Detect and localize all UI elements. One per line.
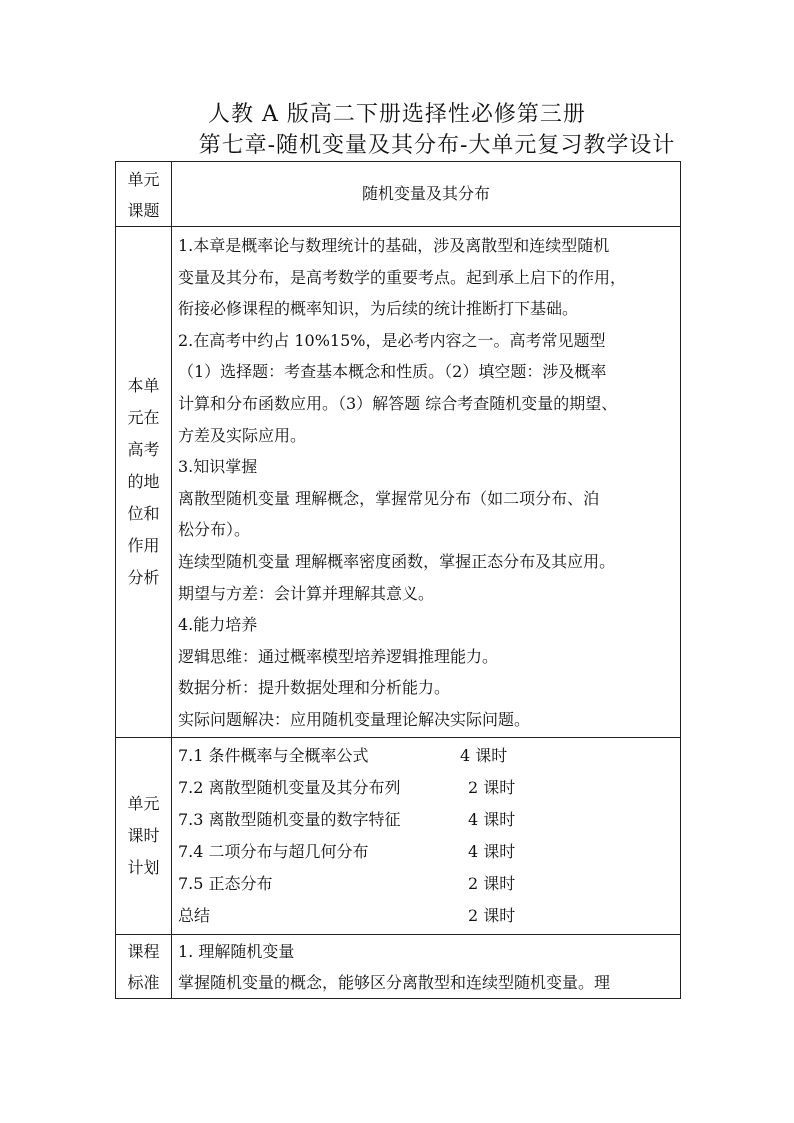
plan-item <box>172 740 680 772</box>
row-standard-label-cell <box>116 935 172 999</box>
position-line-11: 连续型随机变量 理解概率密度函数，掌握正态分布及其应用。 <box>178 551 616 571</box>
standard-line-1: 1. 理解随机变量 <box>178 942 295 961</box>
plan-item-hours: 4 课时 <box>468 810 516 829</box>
doc-title-line2: 第七章-随机变量及其分布-大单元复习教学设计 <box>198 133 676 158</box>
plan-item <box>172 804 680 836</box>
position-label-6: 作用 <box>127 536 160 555</box>
row-plan-label-cell <box>116 738 172 935</box>
row-position <box>116 227 681 738</box>
position-line-3: 衔接必修课程的概率知识，为后续的统计推断打下基础。 <box>178 299 579 319</box>
position-label-5: 位和 <box>127 504 160 523</box>
position-label-2: 元在 <box>127 408 160 427</box>
row-plan-content-cell <box>172 738 681 935</box>
position-line-7: 方差及实际应用。 <box>178 425 307 445</box>
plan-item <box>172 836 680 868</box>
position-line-15: 数据分析：提升数据处理和分析能力。 <box>178 678 451 698</box>
plan-item <box>172 868 680 900</box>
position-label-1: 本单 <box>127 376 160 395</box>
doc-title-line1: 人教 A 版高二下册选择性必修第三册 <box>208 102 586 127</box>
row-position-label-cell <box>116 227 172 738</box>
standard-label-2: 标准 <box>127 973 160 992</box>
position-line-13: 4.能力培养 <box>178 615 258 635</box>
topic-value: 随机变量及其分布 <box>361 184 490 203</box>
plan-item-hours: 2 课时 <box>468 906 516 925</box>
plan-item <box>172 772 680 804</box>
plan-item-hours: 4 课时 <box>460 746 508 765</box>
position-line-9: 离散型随机变量 理解概念，掌握常见分布（如二项分布、泊 <box>178 488 600 508</box>
plan-item-name: 总结 <box>178 906 211 925</box>
plan-item-hours: 4 课时 <box>468 842 516 861</box>
position-line-16: 实际问题解决：应用随机变量理论解决实际问题。 <box>178 709 531 729</box>
position-line-8: 3.知识掌握 <box>178 457 258 477</box>
position-line-14: 逻辑思维：通过概率模型培养逻辑推理能力。 <box>178 646 499 666</box>
row-standard-content-cell <box>172 935 681 999</box>
position-label-3: 高考 <box>127 440 160 459</box>
position-line-10: 松分布）。 <box>178 520 251 540</box>
plan-item-name: 7.4 二项分布与超几何分布 <box>178 842 369 861</box>
plan-item-name: 7.2 离散型随机变量及其分布列 <box>178 778 401 797</box>
position-line-6: 计算和分布函数应用。（3）解答题 综合考查随机变量的期望、 <box>178 393 618 413</box>
position-line-12: 期望与方差：会计算并理解其意义。 <box>178 583 435 603</box>
position-line-2: 变量及其分布，是高考数学的重要考点。起到承上启下的作用， <box>178 267 627 287</box>
plan-label-1: 单元 <box>127 794 160 813</box>
plan-item-hours: 2 课时 <box>468 778 516 797</box>
position-label-4: 的地 <box>127 472 160 491</box>
topic-label-1: 单元 <box>127 170 160 189</box>
plan-item-name: 7.1 条件概率与全概率公式 <box>178 746 369 765</box>
row-topic <box>116 162 681 227</box>
position-line-5: （1）选择题：考查基本概念和性质。（2）填空题：涉及概率 <box>178 362 607 382</box>
standard-line-2: 掌握随机变量的概念，能够区分离散型和连续型随机变量。理 <box>178 973 611 992</box>
plan-label-3: 计划 <box>127 858 160 877</box>
row-topic-value-cell <box>172 162 681 227</box>
standard-label-1: 课程 <box>127 942 160 961</box>
plan-item-hours: 2 课时 <box>468 874 516 893</box>
row-plan <box>116 738 681 935</box>
position-line-1: 1.本章是概率论与数理统计的基础，涉及离散型和连续型随机 <box>178 236 610 255</box>
row-standard <box>116 935 681 999</box>
plan-label-2: 课时 <box>127 826 160 845</box>
lesson-plan-table <box>115 161 681 999</box>
row-position-content-cell <box>172 227 681 738</box>
position-line-4: 2.在高考中约占 10%15%，是必考内容之一。高考常见题型 <box>178 330 606 350</box>
plan-item-name: 7.5 正态分布 <box>178 874 273 893</box>
position-label-7: 分析 <box>127 568 160 587</box>
plan-item-name: 7.3 离散型随机变量的数字特征 <box>178 810 401 829</box>
topic-label-2: 课题 <box>127 201 160 220</box>
plan-item <box>172 900 680 932</box>
row-topic-label-cell <box>116 162 172 227</box>
